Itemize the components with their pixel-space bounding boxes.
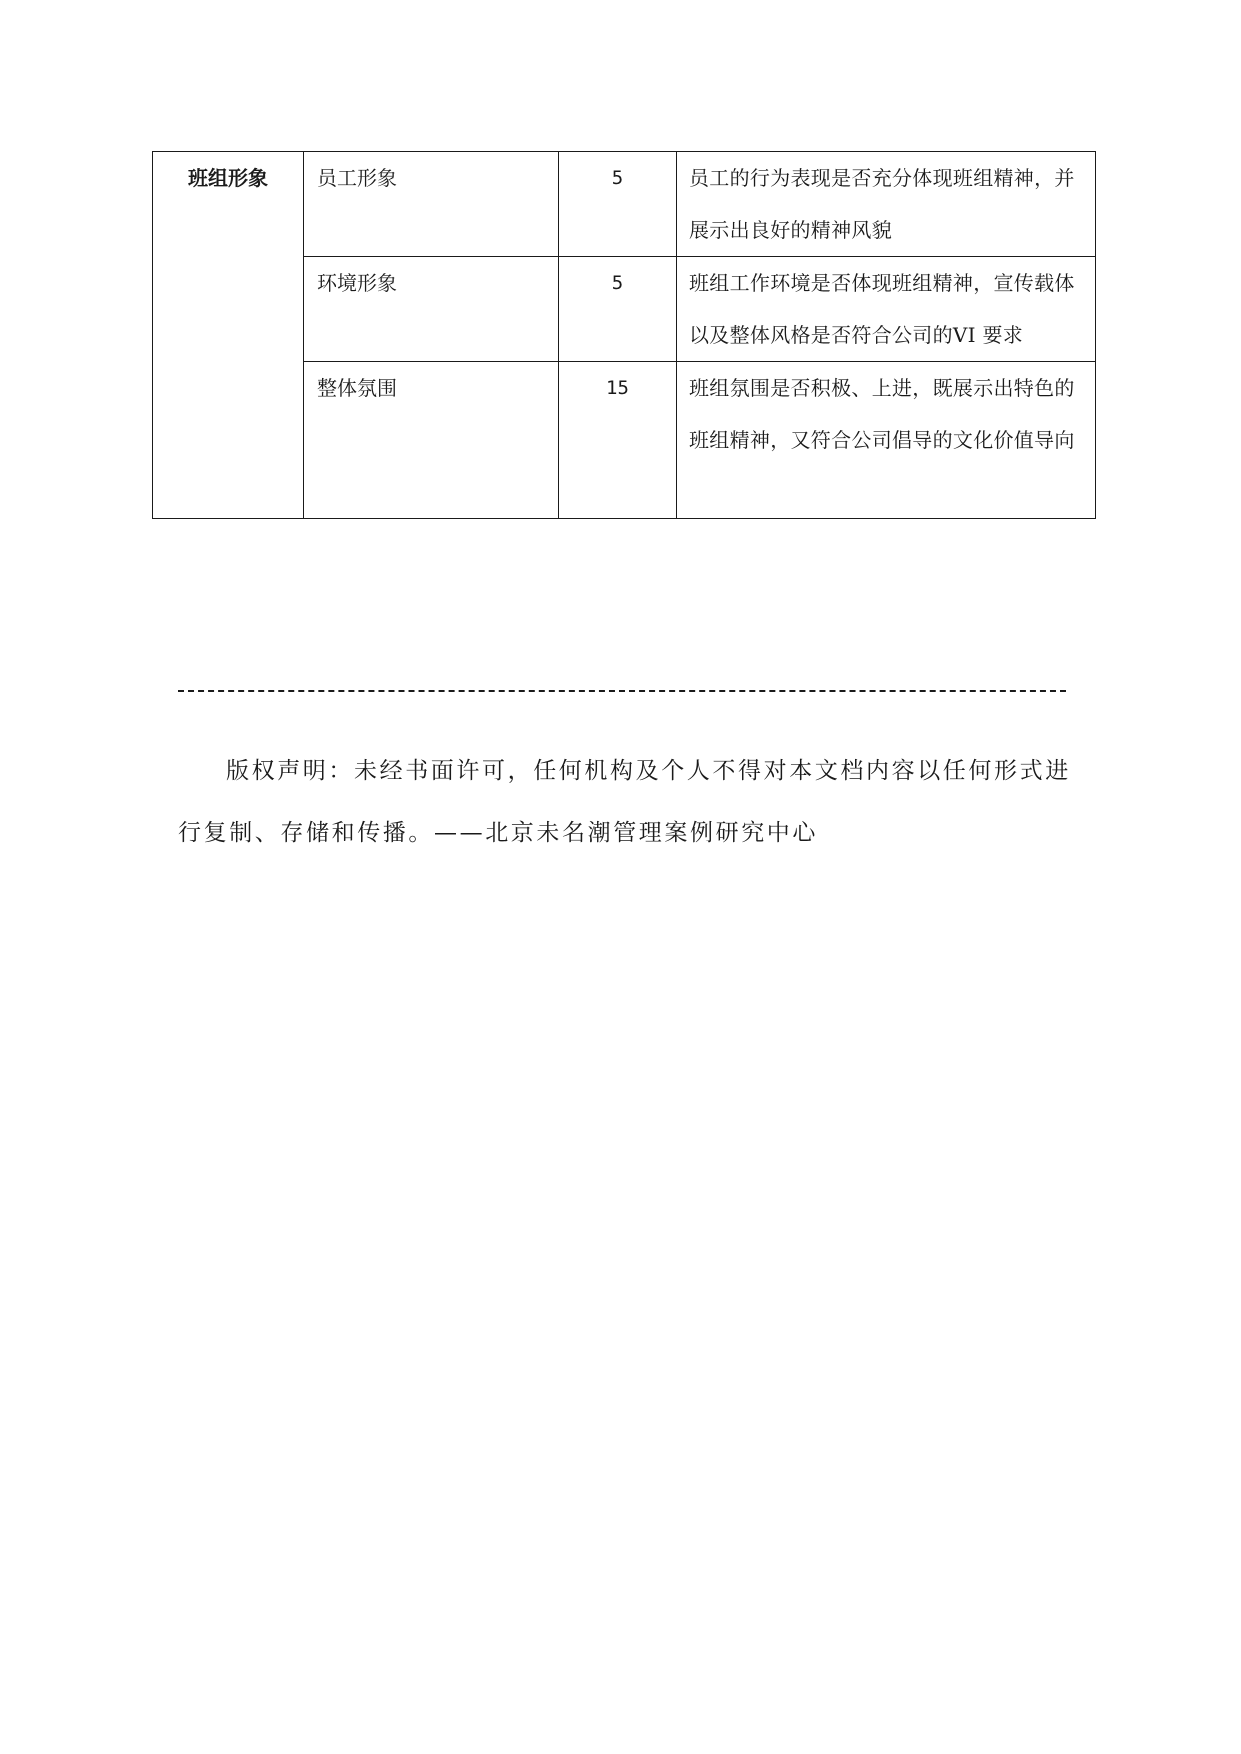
category-cell: 班组形象 [153, 152, 304, 519]
score-cell: 5 [559, 257, 677, 362]
item-cell: 员工形象 [304, 152, 559, 257]
evaluation-table [152, 151, 1096, 519]
description-cell: 员工的行为表现是否充分体现班组精神，并展示出良好的精神风貌 [677, 152, 1096, 257]
table-row [153, 152, 1096, 257]
item-cell: 环境形象 [304, 257, 559, 362]
score-cell: 5 [559, 152, 677, 257]
description-cell: 班组工作环境是否体现班组精神，宣传载体以及整体风格是否符合公司的VI 要求 [677, 257, 1096, 362]
description-cell: 班组氛围是否积极、上进，既展示出特色的班组精神，又符合公司倡导的文化价值导向 [677, 362, 1096, 519]
score-cell: 15 [559, 362, 677, 519]
copyright-notice: 版权声明：未经书面许可，任何机构及个人不得对本文档内容以任何形式进行复制、存储和传播。——北京未名潮管理案例研究中心 [178, 758, 1071, 846]
dashed-divider [178, 690, 1066, 692]
item-cell: 整体氛围 [304, 362, 559, 519]
